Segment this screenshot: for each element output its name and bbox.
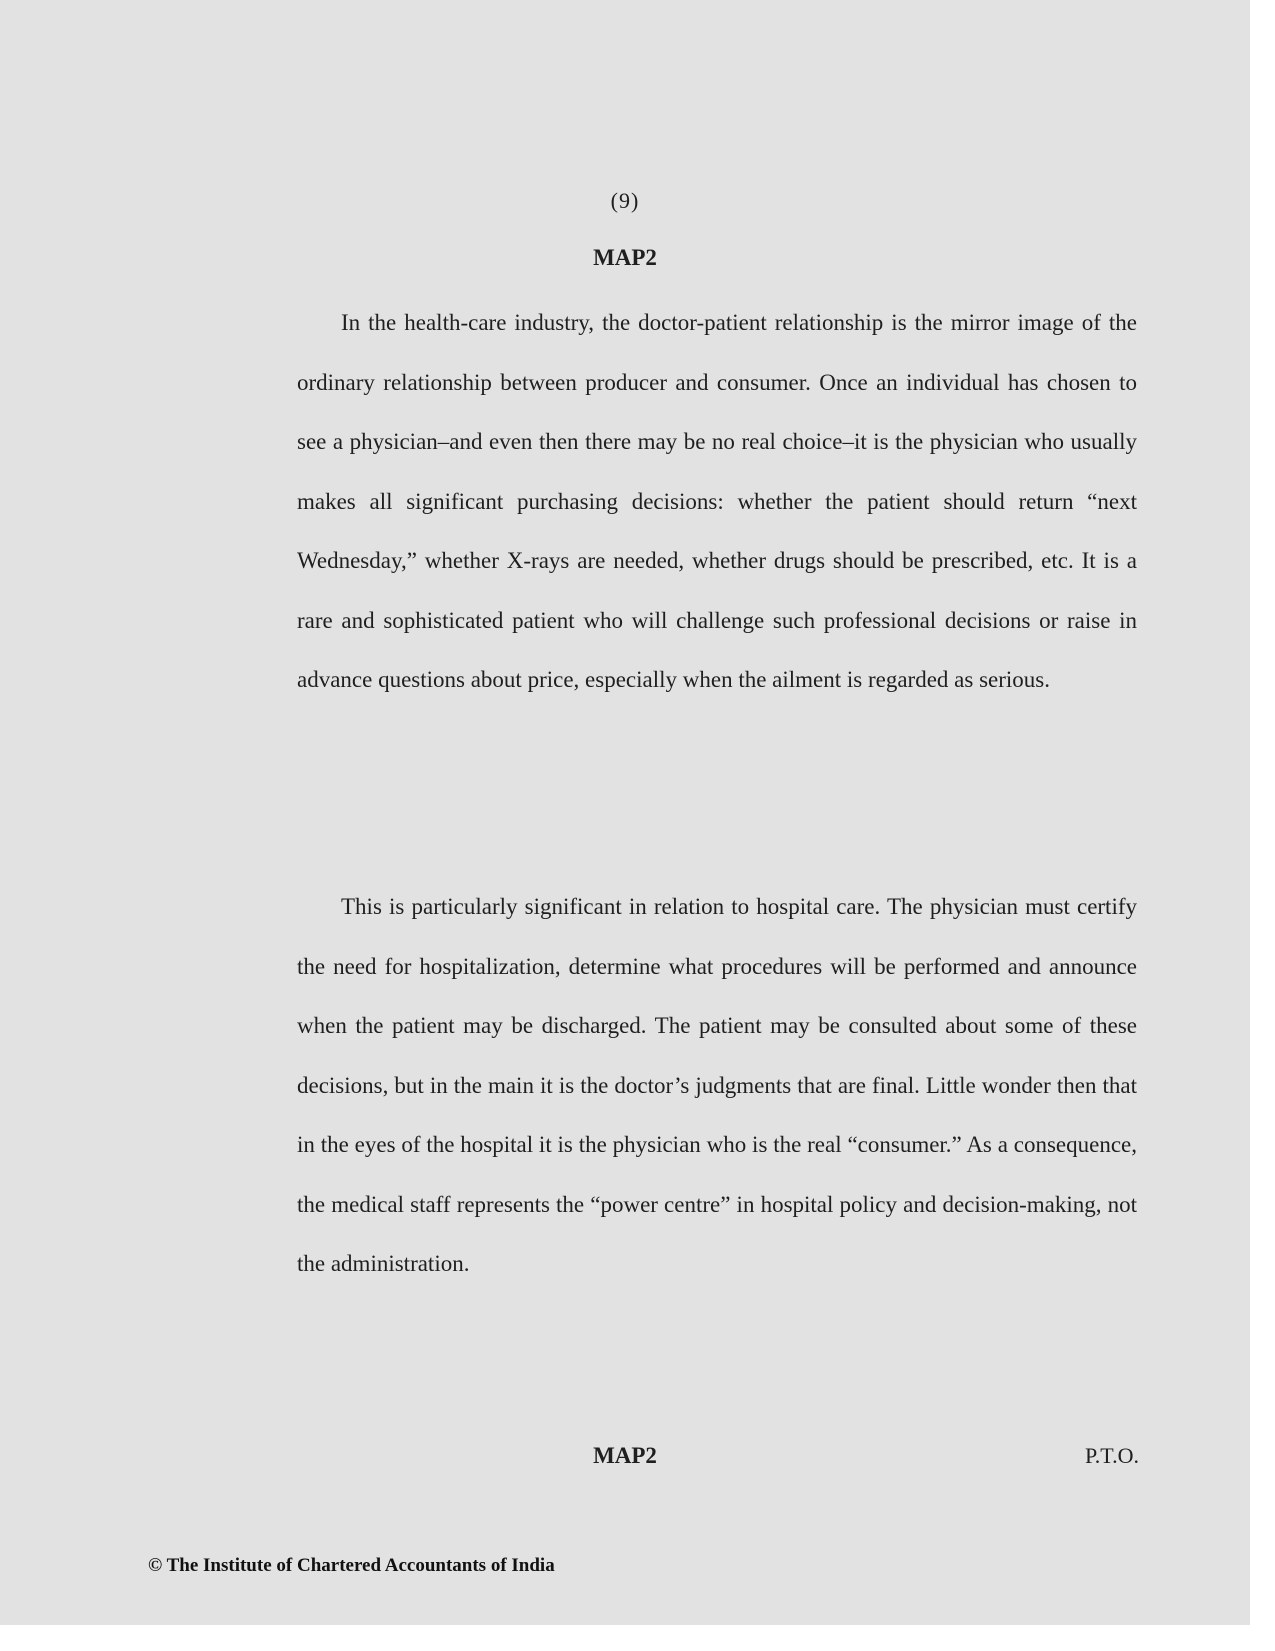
pto-label: P.T.O. [1085, 1443, 1139, 1468]
page-number: (9) [610, 188, 640, 213]
paragraph-2: This is particularly significant in relation to hospital care. The physician must certify the need for hospitalization, determine what procedures will be performed and announce when the patient may be discharged. The patient may be consulted about some of these decisions, but in the main it is the doctor’s judgments that are final. Little wonder then that in the eyes of the hospital it is the physician who is the real “consumer.” As a consequence, the medical staff represents the “power centre” in hospital policy and decision-making, not the administration. [297, 894, 1137, 1276]
copyright-notice: © The Institute of Chartered Accountants of India [148, 1555, 555, 1576]
header-paper-code: MAP2 [593, 245, 657, 270]
paragraph-1: In the health-care industry, the doctor-patient relationship is the mirror image of the ordinary relationship between producer and consumer. Once an individual has chosen to see a physician–and even then there may be no real choice–it is the physician who usually makes all significant purchasing decisions: whether the patient should return “next Wednesday,” whether X-rays are needed, whether drugs should be prescribed, etc. It is a rare and sophisticated patient who will challenge such professional decisions or raise in advance questions about price, especially when the ailment is regarded as serious. [297, 310, 1137, 692]
footer-paper-code: MAP2 [593, 1443, 657, 1468]
